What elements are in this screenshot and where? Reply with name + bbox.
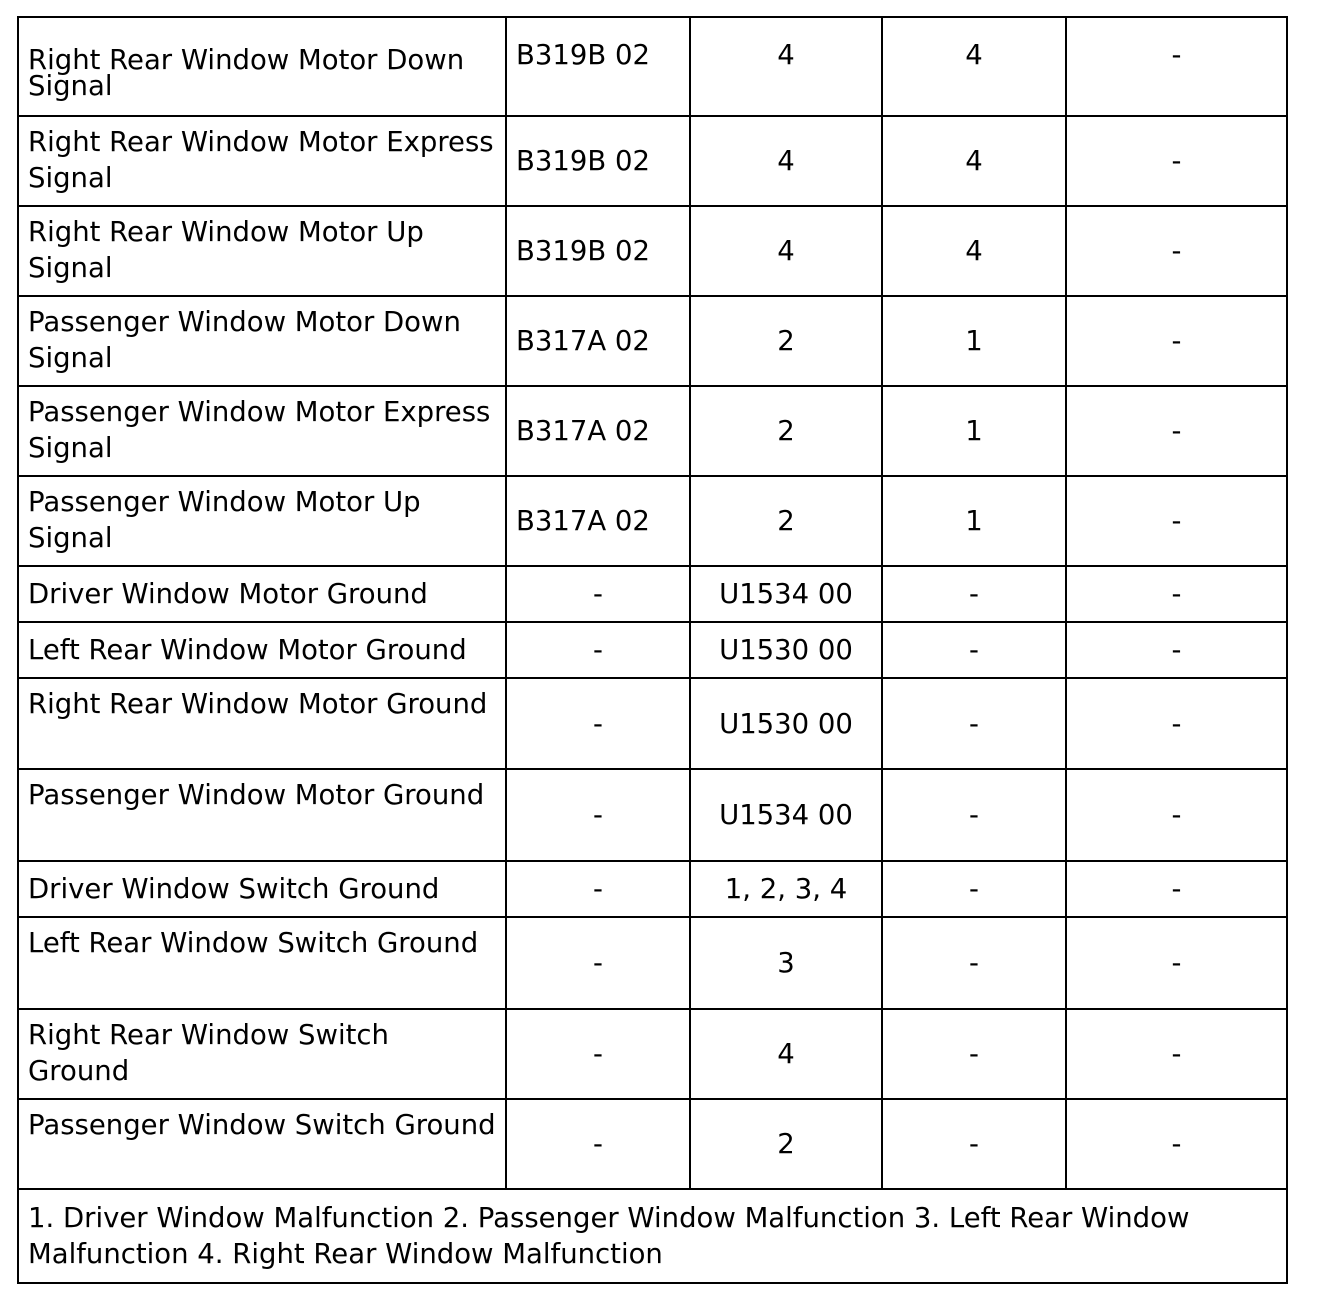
signal-cell: Right Rear Window Motor Ground	[18, 678, 506, 769]
dtc-cell: -	[506, 769, 690, 861]
value-cell: -	[882, 861, 1066, 917]
table-row	[18, 386, 1287, 476]
signal-cell: Right Rear Window Motor Down Signal	[18, 17, 506, 116]
dtc-cell: B317A 02	[506, 296, 690, 386]
table-row	[18, 622, 1287, 678]
dtc-cell: -	[506, 917, 690, 1009]
value-cell: -	[1066, 1009, 1287, 1099]
dtc-cell: -	[506, 566, 690, 622]
dtc-cell: -	[506, 622, 690, 678]
table-row	[18, 116, 1287, 206]
dtc-cell: -	[506, 861, 690, 917]
table-row	[18, 17, 1287, 116]
value-cell: -	[1066, 476, 1287, 566]
value-cell: -	[1066, 917, 1287, 1009]
table-row	[18, 1099, 1287, 1189]
value-cell: U1530 00	[690, 678, 882, 769]
table-row	[18, 861, 1287, 917]
value-cell: -	[1066, 1099, 1287, 1189]
signal-cell: Passenger Window Motor Up Signal	[18, 476, 506, 566]
value-cell: 2	[690, 1099, 882, 1189]
table-row	[18, 476, 1287, 566]
value-cell: -	[882, 678, 1066, 769]
dtc-cell: B319B 02	[506, 17, 690, 116]
value-cell: 2	[690, 296, 882, 386]
value-cell: -	[1066, 678, 1287, 769]
signal-cell: Driver Window Switch Ground	[18, 861, 506, 917]
signal-cell: Driver Window Motor Ground	[18, 566, 506, 622]
value-cell: 1	[882, 476, 1066, 566]
dtc-cell: -	[506, 678, 690, 769]
value-cell: 4	[882, 206, 1066, 296]
table-row	[18, 678, 1287, 769]
value-cell: -	[1066, 566, 1287, 622]
value-cell: -	[1066, 861, 1287, 917]
signal-cell: Left Rear Window Switch Ground	[18, 917, 506, 1009]
value-cell: -	[882, 1009, 1066, 1099]
table-row	[18, 206, 1287, 296]
value-cell: -	[882, 1099, 1066, 1189]
value-cell: -	[1066, 386, 1287, 476]
value-cell: 4	[882, 17, 1066, 116]
diagnostic-table	[17, 16, 1288, 1284]
value-cell: -	[1066, 17, 1287, 116]
signal-cell: Passenger Window Motor Down Signal	[18, 296, 506, 386]
dtc-cell: -	[506, 1009, 690, 1099]
value-cell: 4	[690, 206, 882, 296]
footnote: 1. Driver Window Malfunction 2. Passenger Window Malfunction 3. Left Rear Window Malfunction 4. Right Rear Window Malfunction	[18, 1189, 1287, 1283]
value-cell: -	[882, 566, 1066, 622]
value-cell: U1534 00	[690, 566, 882, 622]
value-cell: 2	[690, 386, 882, 476]
value-cell: U1530 00	[690, 622, 882, 678]
value-cell: 1	[882, 386, 1066, 476]
signal-cell: Passenger Window Motor Express Signal	[18, 386, 506, 476]
signal-cell: Right Rear Window Motor Up Signal	[18, 206, 506, 296]
value-cell: 1	[882, 296, 1066, 386]
value-cell: 2	[690, 476, 882, 566]
table-row	[18, 917, 1287, 1009]
value-cell: 1, 2, 3, 4	[690, 861, 882, 917]
dtc-cell: B319B 02	[506, 206, 690, 296]
value-cell: U1534 00	[690, 769, 882, 861]
dtc-cell: B317A 02	[506, 476, 690, 566]
value-cell: -	[1066, 622, 1287, 678]
table-footnote-row	[18, 1189, 1287, 1283]
dtc-cell: B319B 02	[506, 116, 690, 206]
dtc-cell: -	[506, 1099, 690, 1189]
value-cell: -	[882, 769, 1066, 861]
signal-cell: Passenger Window Switch Ground	[18, 1099, 506, 1189]
table-row	[18, 296, 1287, 386]
value-cell: 4	[690, 116, 882, 206]
signal-cell: Passenger Window Motor Ground	[18, 769, 506, 861]
signal-cell: Right Rear Window Switch Ground	[18, 1009, 506, 1099]
value-cell: 3	[690, 917, 882, 1009]
value-cell: -	[1066, 116, 1287, 206]
dtc-cell: B317A 02	[506, 386, 690, 476]
signal-cell: Right Rear Window Motor Express Signal	[18, 116, 506, 206]
value-cell: 4	[690, 1009, 882, 1099]
value-cell: -	[1066, 206, 1287, 296]
value-cell: -	[882, 917, 1066, 1009]
value-cell: -	[882, 622, 1066, 678]
table-row	[18, 769, 1287, 861]
value-cell: 4	[690, 17, 882, 116]
value-cell: -	[1066, 296, 1287, 386]
value-cell: -	[1066, 769, 1287, 861]
table-row	[18, 1009, 1287, 1099]
table-row	[18, 566, 1287, 622]
signal-cell: Left Rear Window Motor Ground	[18, 622, 506, 678]
value-cell: 4	[882, 116, 1066, 206]
